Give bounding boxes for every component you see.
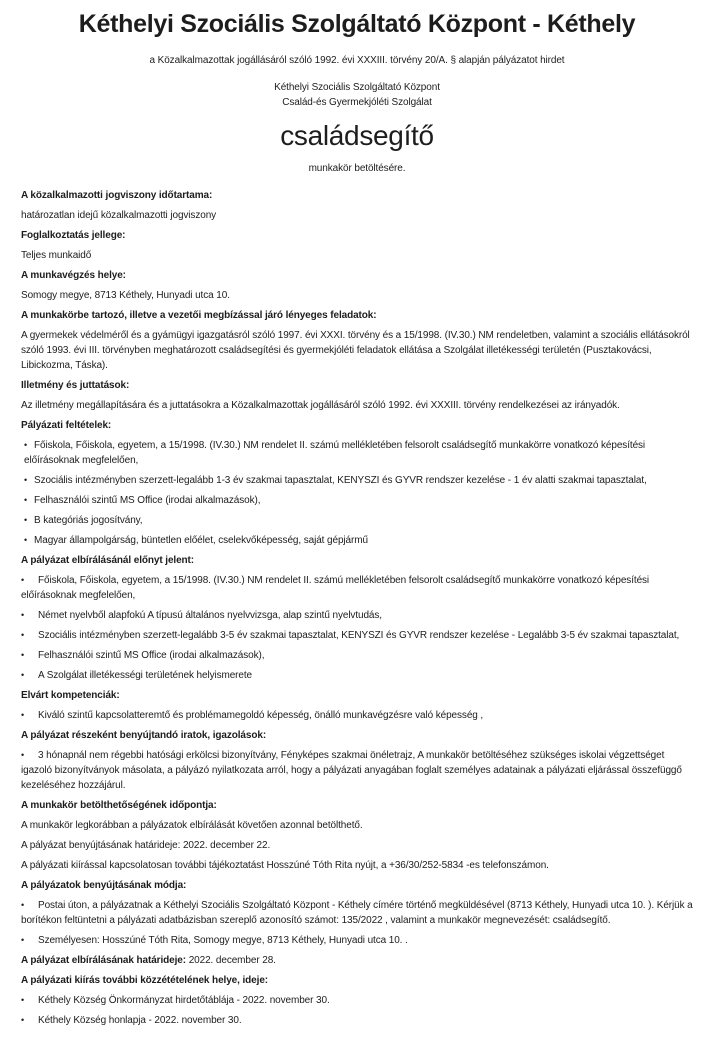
paragraph-text: Az illetmény megállapítására és a juttatásokra a Közalkalmazottak jogállásáról szóló 1992. évi XXXIII. törvény rendelkezései az irányadók. xyxy=(21,399,620,411)
position-title: családsegítő xyxy=(280,119,434,151)
section-heading xyxy=(21,878,693,893)
bullet-marker-icon: • xyxy=(24,439,28,450)
section-heading-text: Pályázati feltételek: xyxy=(21,419,112,431)
bullet-marker-icon: • xyxy=(21,629,25,640)
section-heading-text: Elvárt kompetenciák: xyxy=(21,689,120,701)
bullet-item-text: Főiskola, Főiskola, egyetem, a 15/1998. (IV.30.) NM rendelet II. számú mellékletében felsorolt családsegítő munkakörre vonatkozó képesítési előírásoknak megfelelően, xyxy=(21,574,650,601)
position-suffix: munkakör betöltésére. xyxy=(308,162,406,174)
section-heading-text: A munkavégzés helye: xyxy=(21,269,126,281)
law-reference-line: a Közalkalmazottak jogállásáról szóló 1992. évi XXXIII. törvény 20/A. § alapján pályázatot hirdet xyxy=(149,54,565,66)
section-heading-text: A pályázati kiírás további közzétételének helye, ideje: xyxy=(21,974,269,986)
section-heading xyxy=(21,728,693,743)
bullet-marker-icon: • xyxy=(21,1014,25,1025)
organization-lines xyxy=(21,80,693,110)
line-value: 2022. december 28. xyxy=(188,954,276,966)
bullet-item-text: Szociális intézményben szerzett-legalább 3-5 év szakmai tapasztalat, KENYSZI és GYVR rendszer kezelése - Legalább 3-5 év szakmai tapasztalat, xyxy=(38,629,680,641)
bullet-marker-icon: • xyxy=(21,609,25,620)
label-value-line xyxy=(21,953,693,968)
bullet-marker-icon: • xyxy=(21,994,25,1005)
section-heading-text: Illetmény és juttatások: xyxy=(21,379,130,391)
paragraph xyxy=(21,398,693,413)
bullet-item xyxy=(21,1013,693,1028)
paragraph xyxy=(21,248,693,263)
section-heading xyxy=(21,553,693,568)
section-heading-text: A munkakörbe tartozó, illetve a vezetői megbízással járó lényeges feladatok: xyxy=(21,309,377,321)
bullet-marker-icon: • xyxy=(24,494,28,505)
bullet-item xyxy=(21,708,693,723)
bullet-item-text: Kiváló szintű kapcsolatteremtő és problémamegoldó képesség, önálló munkavégzésre való képesség , xyxy=(38,709,484,721)
bullet-item xyxy=(21,993,693,1008)
paragraph-text: Teljes munkaidő xyxy=(21,249,92,261)
section-heading xyxy=(21,308,693,323)
organization-name: Kéthelyi Szociális Szolgáltató Központ xyxy=(274,81,440,93)
paragraph-text: határozatlan idejű közalkalmazotti jogviszony xyxy=(21,209,217,221)
bullet-item xyxy=(21,898,693,928)
document-body xyxy=(21,188,693,1028)
section-heading-text: A közalkalmazotti jogviszony időtartama: xyxy=(21,189,213,201)
document-title: Kéthelyi Szociális Szolgáltató Központ - Kéthely xyxy=(78,10,636,38)
bullet-item-text: Személyesen: Hosszúné Tóth Rita, Somogy megye, 8713 Kéthely, Hunyadi utca 10. . xyxy=(38,934,408,946)
bullet-marker-icon: • xyxy=(21,669,25,680)
bullet-item xyxy=(21,438,693,468)
bullet-marker-icon: • xyxy=(21,749,25,760)
bullet-item-text: Főiskola, Főiskola, egyetem, a 15/1998. (IV.30.) NM rendelet II. számú mellékletében felsorolt családsegítő munkakörre vonatkozó képesítési előírásoknak megfelelően, xyxy=(24,439,646,466)
paragraph-text: A gyermekek védelméről és a gyámügyi igazgatásról szóló 1997. évi XXXI. törvény és a 15/1998. (IV.30.) NM rendeletben, valamint a szociális ellátásokról szóló 1993. évi III. törvényben meghatározott családsegítési és gyermekjóléti feladatok ellátása a Szolgálat illetékességi területén (Pusztakovácsi, Libickozma, Táska). xyxy=(21,329,690,371)
bullet-marker-icon: • xyxy=(21,709,25,720)
bullet-item xyxy=(21,748,693,793)
bullet-marker-icon: • xyxy=(21,899,25,910)
bullet-item xyxy=(21,628,693,643)
bullet-item-text: B kategóriás jogosítvány, xyxy=(34,514,143,526)
paragraph-text: A munkakör legkorábban a pályázatok elbírálását követően azonnal betölthető. xyxy=(21,819,363,831)
bullet-item-text: Szociális intézményben szerzett-legalább 1-3 év szakmai tapasztalat, KENYSZI és GYVR rendszer kezelése - 1 év alatti szakmai tapasztalat, xyxy=(34,474,647,486)
paragraph xyxy=(21,858,693,873)
bullet-item-text: Felhasználói szintű MS Office (irodai alkalmazások), xyxy=(34,494,261,506)
bullet-item-text: A Szolgálat illetékességi területének helyismerete xyxy=(38,669,253,681)
paragraph xyxy=(21,288,693,303)
bullet-marker-icon: • xyxy=(21,574,25,585)
section-heading-text: A pályázat részeként benyújtandó iratok, igazolások: xyxy=(21,729,267,741)
bullet-item xyxy=(21,933,693,948)
bullet-item-text: Postai úton, a pályázatnak a Kéthelyi Szociális Szolgáltató Központ - Kéthely címére történő megküldésével (8713 Kéthely, Hunyadi utca 10. ). Kérjük a borítékon feltüntetni a pályázati adatbázisban szereplő azonosító számot: 135/2022 , valamint a munkakör megnevezését: családsegítő. xyxy=(21,899,693,926)
bullet-marker-icon: • xyxy=(21,649,25,660)
paragraph xyxy=(21,818,693,833)
bullet-item-text: Magyar állampolgárság, büntetlen előélet, cselekvőképesség, saját gépjármű xyxy=(34,534,368,546)
bullet-item-text: 3 hónapnál nem régebbi hatósági erkölcsi bizonyítvány, Fényképes szakmai önéletrajz, A munkakör betöltéséhez szükséges iskolai végzettséget igazoló bizonyítványok másolata, a pályázó nyilatkozata arról, hogy a pályázati anyagában foglalt személyes adatainak a pályázati eljárással összefüggő kezeléséhez hozzájárul. xyxy=(21,749,682,791)
section-heading xyxy=(21,973,693,988)
section-heading xyxy=(21,688,693,703)
bullet-item-text: Német nyelvből alapfokú A típusú általános nyelvvizsga, alap szintű nyelvtudás, xyxy=(38,609,382,621)
bullet-marker-icon: • xyxy=(24,534,28,545)
section-heading-text: Foglalkoztatás jellege: xyxy=(21,229,126,241)
section-heading xyxy=(21,228,693,243)
section-heading xyxy=(21,418,693,433)
paragraph xyxy=(21,328,693,373)
bullet-item xyxy=(21,493,693,508)
bullet-item xyxy=(21,513,693,528)
section-heading xyxy=(21,188,693,203)
section-heading xyxy=(21,798,693,813)
section-heading-text: A munkakör betölthetőségének időpontja: xyxy=(21,799,217,811)
bullet-marker-icon: • xyxy=(21,934,25,945)
paragraph-text: Somogy megye, 8713 Kéthely, Hunyadi utca 10. xyxy=(21,289,230,301)
line-label: A pályázat elbírálásának határideje: xyxy=(21,954,186,966)
bullet-item xyxy=(21,573,693,603)
bullet-item xyxy=(21,533,693,548)
bullet-item xyxy=(21,648,693,663)
section-heading-text: A pályázat elbírálásánál előnyt jelent: xyxy=(21,554,195,566)
bullet-item-text: Felhasználói szintű MS Office (irodai alkalmazások), xyxy=(38,649,265,661)
paragraph-text: A pályázati kiírással kapcsolatosan további tájékoztatást Hosszúné Tóth Rita nyújt, a +36/30/252-5834 -es telefonszámon. xyxy=(21,859,549,871)
bullet-marker-icon: • xyxy=(24,474,28,485)
bullet-item xyxy=(21,608,693,623)
section-heading xyxy=(21,378,693,393)
section-heading xyxy=(21,268,693,283)
paragraph-text: A pályázat benyújtásának határideje: 2022. december 22. xyxy=(21,839,271,851)
bullet-item-text: Kéthely Község honlapja - 2022. november 30. xyxy=(38,1014,242,1026)
section-heading-text: A pályázatok benyújtásának módja: xyxy=(21,879,187,891)
bullet-item xyxy=(21,473,693,488)
bullet-item-text: Kéthely Község Önkormányzat hirdetőtáblája - 2022. november 30. xyxy=(38,994,330,1006)
bullet-item xyxy=(21,668,693,683)
paragraph xyxy=(21,208,693,223)
paragraph xyxy=(21,838,693,853)
organization-unit: Család-és Gyermekjóléti Szolgálat xyxy=(282,96,432,108)
bullet-marker-icon: • xyxy=(24,514,28,525)
